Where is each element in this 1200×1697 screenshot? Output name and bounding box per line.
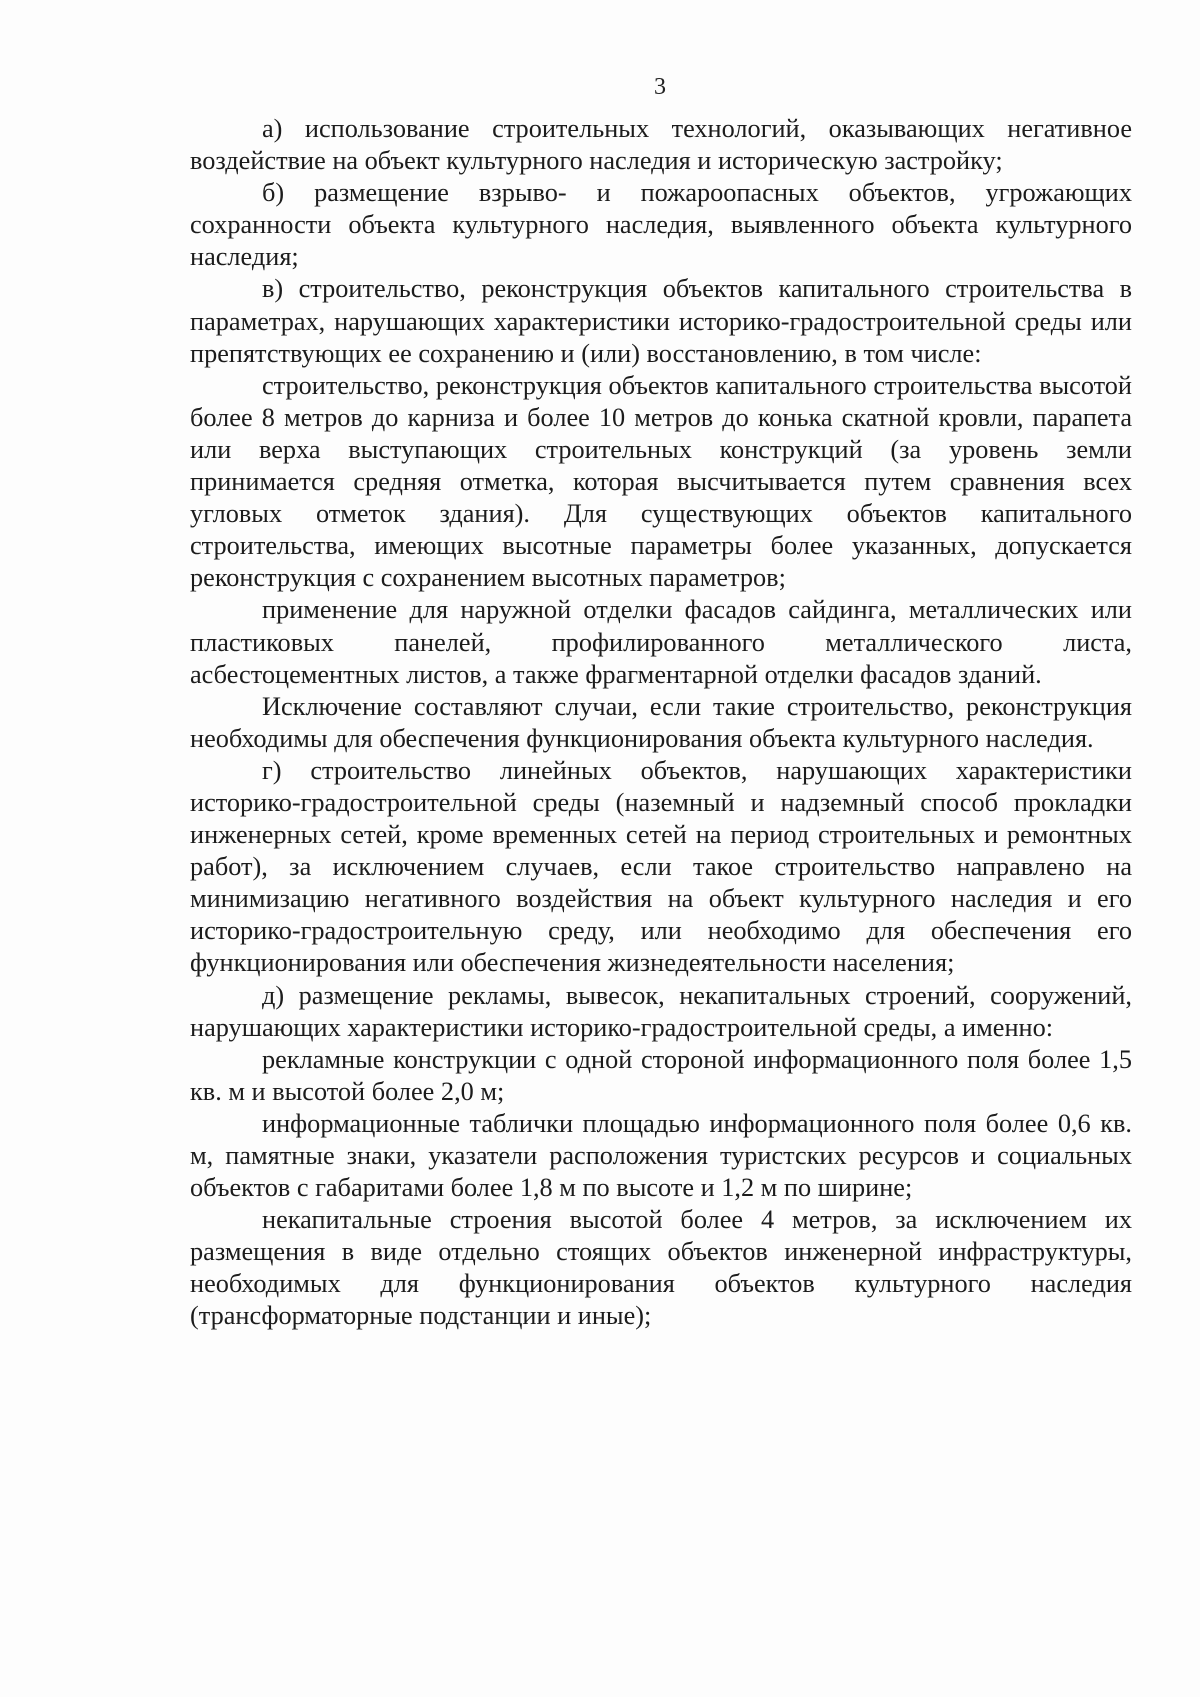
paragraph-d-advertising: рекламные конструкции с одной стороной информационного поля более 1,5 кв. м и высотой более 2,0 м; xyxy=(190,1044,1132,1106)
paragraph-b: б) размещение взрыво- и пожароопасных объектов, угрожающих сохранности объекта культурного наследия, выявленного объекта культурного наследия; xyxy=(190,178,1132,272)
paragraph-d-temporary-structures: некапитальные строения высотой более 4 метров, за исключением их размещения в виде отдельно стоящих объектов инженерной инфраструктуры, необходимых для функционирования объектов культурного наследия (трансформаторные подстанции и иные); xyxy=(190,1205,1132,1331)
paragraph-v-exception: Исключение составляют случаи, если такие строительство, реконструкция необходимы для обеспечения функционирования объекта культурного наследия. xyxy=(190,691,1132,753)
paragraph-v: в) строительство, реконструкция объектов капитального строительства в параметрах, нарушающих характеристики историко-градостроительной среды или препятствующих ее сохранению и (или) восстановлению, в том числе: xyxy=(190,274,1132,368)
paragraph-v-facade-finish: применение для наружной отделки фасадов сайдинга, металлических или пластиковых панелей, профилированного металлического листа, асбестоцементных листов, а также фрагментарной отделки фасадов зданий. xyxy=(190,595,1132,689)
paragraph-d-info-plates: информационные таблички площадью информационного поля более 0,6 кв. м, памятные знаки, указатели расположения туристских ресурсов и социальных объектов с габаритами более 1,8 м по высоте и 1,2 м по ширине; xyxy=(190,1108,1132,1203)
paragraph-v-height-limit: строительство, реконструкция объектов капитального строительства высотой более 8 метров до карниза и более 10 метров до конька скатной кровли, парапета или верха выступающих строительных конструкций (за уровень земли принимается средняя отметка, которая высчитывается путем сравнения всех угловых отметок здания). Для существующих объектов капитального строительства, имеющих высотные параметры более указанных, допускается реконструкция с сохранением высотных параметров; xyxy=(190,370,1132,593)
page-number: 3 xyxy=(654,74,666,100)
paragraph-d: д) размещение рекламы, вывесок, некапитальных строений, сооружений, нарушающих характеристики историко-градостроительной среды, а именно: xyxy=(190,980,1132,1042)
paragraph-g: г) строительство линейных объектов, нарушающих характеристики историко-градостроительной среды (наземный и надземный способ прокладки инженерных сетей, кроме временных сетей на период строительных и ремонтных работ), за исключением случаев, если такое строительство направлено на минимизацию негативного воздействия на объект культурного наследия и его историко-градостроительную среду, или необходимо для обеспечения его функционирования или обеспечения жизнедеятельности населения; xyxy=(190,755,1132,978)
paragraph-a: а) использование строительных технологий, оказывающих негативное воздействие на объект культурного наследия и историческую застройку; xyxy=(190,114,1132,176)
document-body xyxy=(190,113,1132,1333)
